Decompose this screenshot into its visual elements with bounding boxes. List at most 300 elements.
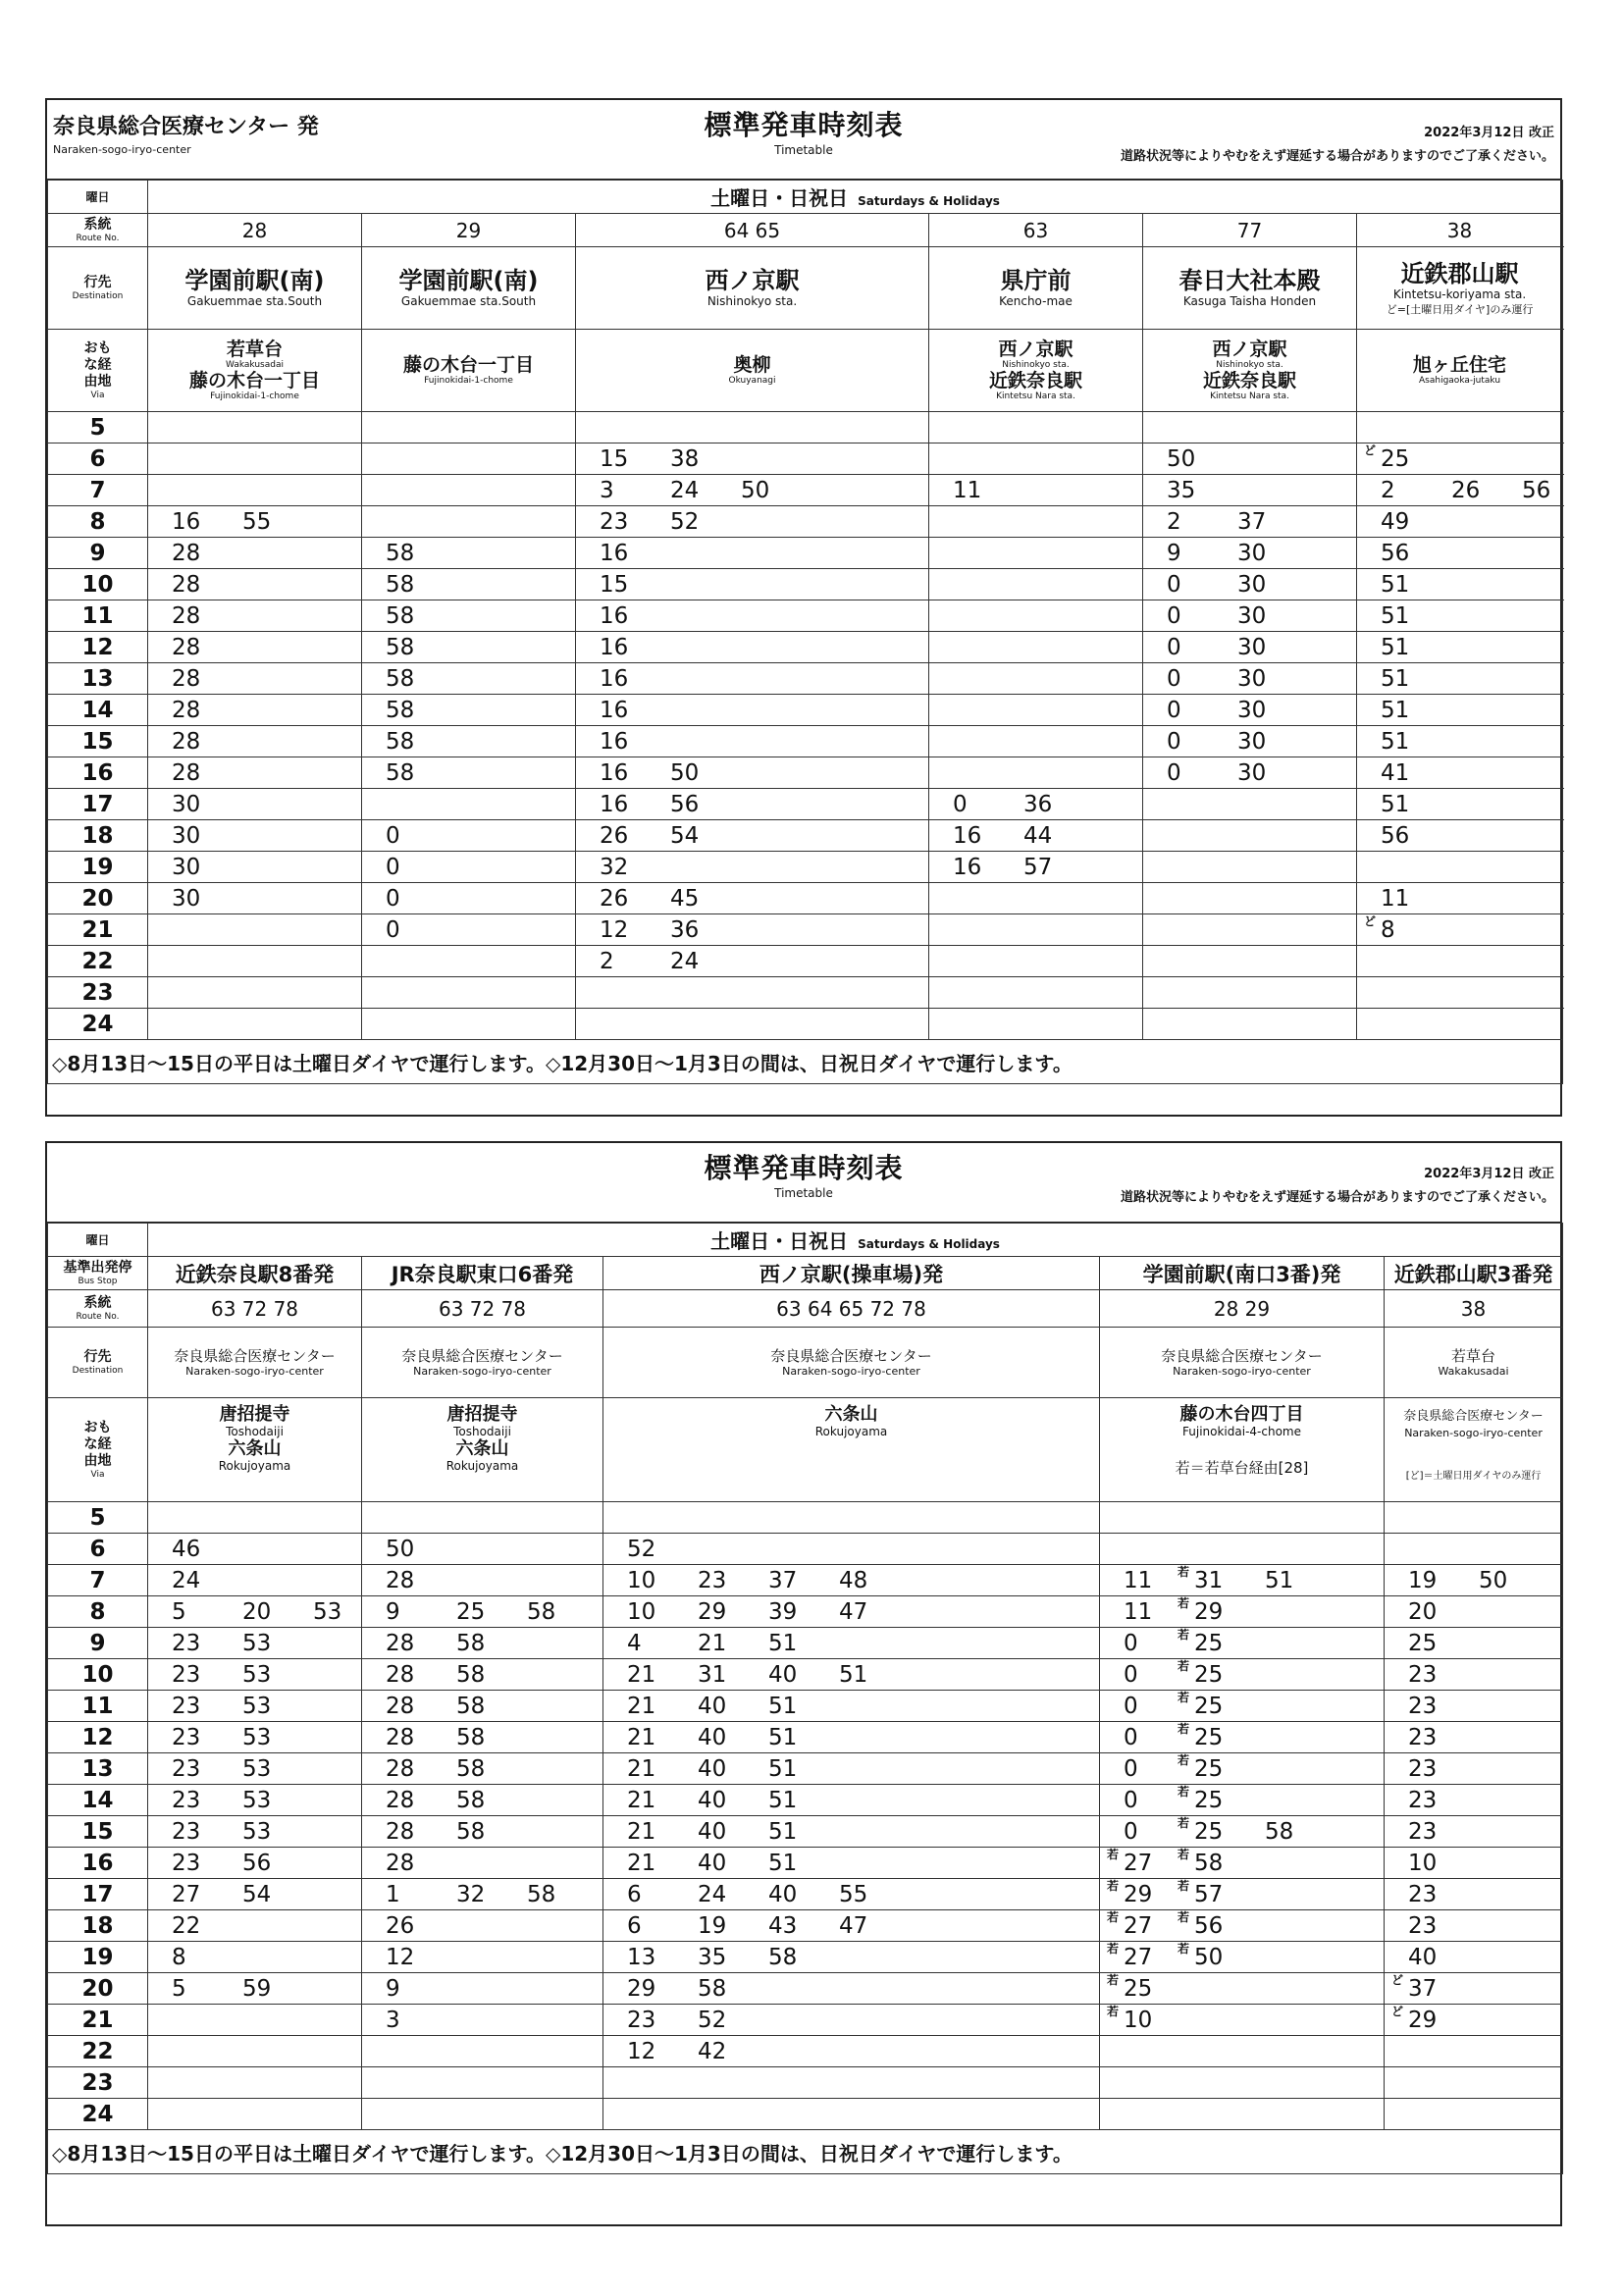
hour-cell: 20 <box>48 1973 148 2005</box>
timetable-grid <box>47 1223 1563 2174</box>
departure-cell <box>1385 1691 1563 1722</box>
hour-cell: 24 <box>48 1009 148 1040</box>
minute-value: 31 <box>1194 1567 1224 1593</box>
footer-note: ◇8月13日～15日の平日は土曜日ダイヤで運行します。◇12月30日～1月3日の間は、日祝日ダイヤで運行します。 <box>48 2130 1563 2174</box>
hour-cell: 17 <box>48 789 148 820</box>
via-stop-name: 近鉄奈良駅 <box>1202 369 1296 391</box>
departure-cell <box>1143 852 1357 883</box>
departure-minute: 28 <box>172 540 201 566</box>
destination-name: 学園前駅(南) <box>184 267 325 294</box>
via-stop-name: 藤の木台一丁目 <box>402 353 534 376</box>
hour-cell: 21 <box>48 914 148 946</box>
departure-minute: 30 <box>172 854 201 880</box>
departure-minute: 51 <box>768 1850 798 1876</box>
departure-minute: 58 <box>386 634 415 660</box>
departure-minute: 35 <box>1167 477 1196 503</box>
service-mark: 若 <box>1178 1690 1190 1704</box>
departure-minute: 23 <box>1408 1787 1438 1813</box>
destination-name-en: Naraken-sogo-iryo-center <box>782 1365 920 1378</box>
destination-label-en: Destination <box>72 290 124 301</box>
departure-cell <box>148 1009 362 1040</box>
via-stop-name: 若草台 <box>226 338 283 360</box>
departure-minute: 0 <box>1124 1661 1138 1688</box>
route-label <box>48 214 148 247</box>
day-type <box>148 1224 1563 1257</box>
minute-value: 27 <box>1124 1944 1153 1970</box>
departure-minute: 47 <box>839 1598 868 1625</box>
hour-cell: 17 <box>48 1879 148 1910</box>
delay-notice: 道路状況等によりやむをえず遅延する場合がありますのでご了承ください。 <box>1120 149 1554 164</box>
departure-minute: 8 <box>172 1944 186 1970</box>
departure-minute: 41 <box>1381 759 1410 786</box>
departure-cell <box>148 1973 362 2005</box>
departure-cell <box>148 1910 362 1942</box>
departure-cell <box>362 1596 603 1628</box>
departure-minute: 28 <box>386 1818 415 1845</box>
departure-cell <box>603 1534 1100 1565</box>
departure-minute: 20 <box>1408 1598 1438 1625</box>
departure-cell <box>1357 475 1563 506</box>
service-mark: 若 <box>1178 1784 1190 1799</box>
destination-name: 近鉄郡山駅 <box>1400 259 1519 287</box>
departure-minute: 28 <box>386 1567 415 1593</box>
departure-cell <box>1143 475 1357 506</box>
departure-cell <box>148 412 362 444</box>
departure-minute: 28 <box>172 665 201 692</box>
route-number: 63 64 65 72 78 <box>603 1290 1100 1328</box>
destination-name-en: Kencho-mae <box>999 294 1073 308</box>
hour-cell: 13 <box>48 1753 148 1785</box>
departure-cell <box>1357 663 1563 695</box>
hour-row <box>48 444 1563 475</box>
destination-name-en: Gakuemmae sta.South <box>186 294 323 308</box>
via-stop-name-en: Fujinokidai-1-chome <box>210 391 299 401</box>
via-stops <box>576 330 929 412</box>
via-stop-name: 藤の木台一丁目 <box>188 369 320 391</box>
minute-value: 25 <box>1194 1787 1224 1813</box>
departure-cell <box>1143 632 1357 663</box>
departure-cell <box>603 1848 1100 1879</box>
departure-minute: 58 <box>527 1598 556 1625</box>
departure-minute: 0 <box>386 885 400 912</box>
via-stop-name: 奈良県総合医療センター <box>1403 1409 1544 1424</box>
departure-minute: 58 <box>386 697 415 723</box>
hour-cell: 8 <box>48 506 148 538</box>
service-mark: 若 <box>1178 1815 1190 1830</box>
destination <box>362 1328 603 1398</box>
timetable-grid <box>47 180 1563 1084</box>
departure-cell <box>1385 2099 1563 2130</box>
hour-cell: 18 <box>48 1910 148 1942</box>
departure-cell <box>362 1753 603 1785</box>
hour-row <box>48 1816 1563 1848</box>
departure-cell <box>362 914 576 946</box>
hour-row <box>48 1910 1563 1942</box>
departure-minute: 40 <box>698 1693 727 1719</box>
departure-minute <box>1178 1878 1265 1907</box>
departure-minute: 28 <box>172 634 201 660</box>
hour-cell: 7 <box>48 475 148 506</box>
hour-cell: 13 <box>48 663 148 695</box>
via-stop-name: 唐招提寺 <box>219 1404 290 1425</box>
minute-value: 25 <box>1194 1818 1224 1845</box>
departure-minute: 36 <box>1023 791 1053 817</box>
hour-cell: 22 <box>48 946 148 977</box>
via-stop-name: 西ノ京駅 <box>1212 338 1287 360</box>
departure-cell <box>1357 444 1563 475</box>
departure-cell <box>148 820 362 852</box>
departure-cell <box>148 1565 362 1596</box>
departure-minute: 11 <box>1381 885 1410 912</box>
departure-cell <box>148 1785 362 1816</box>
departure-cell <box>1357 789 1563 820</box>
timetable-title: 標準発車時刻表 <box>704 1152 904 1184</box>
departure-cell <box>362 2036 603 2067</box>
departure-minute: 56 <box>242 1850 272 1876</box>
departure-minute: 39 <box>768 1598 798 1625</box>
via-stop-name: 六条山 <box>455 1438 509 1459</box>
departure-cell <box>603 1753 1100 1785</box>
departure-minute: 58 <box>386 602 415 629</box>
departure-minute: 51 <box>768 1724 798 1750</box>
day-type-en: Saturdays & Holidays <box>858 194 1000 208</box>
departure-cell <box>148 1753 362 1785</box>
via-stop-name-en: Wakakusadai <box>226 359 284 370</box>
hour-row <box>48 412 1563 444</box>
departure-cell <box>1100 1628 1385 1659</box>
departure-minute: 25 <box>1408 1630 1438 1656</box>
departure-cell <box>148 757 362 789</box>
departure-cell <box>148 1659 362 1691</box>
footer-row <box>48 1040 1563 1084</box>
departure-minute: 56 <box>1522 477 1551 503</box>
departure-minute: 52 <box>698 2007 727 2033</box>
via-label-ja: おもな経由地 <box>83 1419 112 1469</box>
destination-name: 奈良県総合医療センター <box>770 1347 932 1365</box>
departure-minute: 26 <box>600 885 629 912</box>
departure-cell <box>148 1848 362 1879</box>
via-note: [ど]＝土曜日用ダイヤのみ運行 <box>1405 1471 1542 1482</box>
via-stop-name-en: Fujinokidai-1-chome <box>424 375 513 386</box>
departure-minute: 53 <box>242 1724 272 1750</box>
departure-cell <box>576 852 929 883</box>
departure-cell <box>1100 2005 1385 2036</box>
hour-cell: 19 <box>48 852 148 883</box>
departure-minute: 23 <box>698 1567 727 1593</box>
departure-minute: 40 <box>768 1661 798 1688</box>
departure-cell <box>1385 1879 1563 1910</box>
timetable-title-en: Timetable <box>774 1186 833 1200</box>
departure-cell <box>1385 1785 1563 1816</box>
departure-cell <box>929 412 1143 444</box>
departure-minute: 16 <box>600 759 629 786</box>
departure-cell <box>362 1879 603 1910</box>
service-mark: 若 <box>1107 1847 1120 1861</box>
departure-minute: 2 <box>1381 477 1395 503</box>
day-label: 曜日 <box>48 1224 148 1257</box>
departure-cell <box>576 506 929 538</box>
departure-minute <box>1107 1972 1194 2002</box>
departure-minute: 40 <box>768 1881 798 1907</box>
minute-value: 37 <box>1408 1975 1438 2002</box>
departure-cell <box>1385 2067 1563 2099</box>
departure-minute: 40 <box>698 1724 727 1750</box>
service-mark: ど <box>1391 2004 1404 2018</box>
minute-value: 58 <box>1194 1850 1224 1876</box>
departure-minute: 21 <box>627 1787 656 1813</box>
departure-minute: 28 <box>386 1755 415 1782</box>
destination-name: 奈良県総合医療センター <box>1161 1347 1323 1365</box>
departure-minute: 53 <box>242 1787 272 1813</box>
departure-cell <box>1143 538 1357 569</box>
departure-minute: 10 <box>627 1567 656 1593</box>
departure-cell <box>1143 663 1357 695</box>
departure-minute: 52 <box>627 1536 656 1562</box>
departure-cell <box>362 695 576 726</box>
departure-cell <box>148 1502 362 1534</box>
departure-cell <box>148 569 362 600</box>
departure-cell <box>1143 600 1357 632</box>
hour-row <box>48 600 1563 632</box>
destination-label <box>48 247 148 330</box>
departure-cell <box>603 2099 1100 2130</box>
departure-minute: 30 <box>1237 728 1267 755</box>
hour-cell: 5 <box>48 1502 148 1534</box>
departure-cell <box>576 569 929 600</box>
route-number: 29 <box>362 214 576 247</box>
departure-cell <box>1385 2036 1563 2067</box>
departure-minute: 28 <box>386 1724 415 1750</box>
route-number: 28 29 <box>1100 1290 1385 1328</box>
departure-cell <box>1100 1722 1385 1753</box>
via-stop-name-en: Kintetsu Nara sta. <box>996 391 1075 401</box>
departure-cell <box>148 883 362 914</box>
hour-cell: 16 <box>48 1848 148 1879</box>
via-stops <box>1100 1398 1385 1502</box>
departure-cell <box>929 600 1143 632</box>
hour-row <box>48 632 1563 663</box>
service-mark: 若 <box>1107 1878 1120 1893</box>
minute-value: 50 <box>1194 1944 1224 1970</box>
departure-minute: 51 <box>768 1755 798 1782</box>
departure-minute: 23 <box>172 1818 201 1845</box>
day-type <box>148 181 1563 214</box>
departure-minute: 5 <box>172 1975 186 2002</box>
departure-minute: 30 <box>1237 602 1267 629</box>
destination <box>1357 247 1563 330</box>
departure-cell <box>148 506 362 538</box>
departure-minute: 38 <box>670 445 700 472</box>
departure-minute: 58 <box>456 1630 486 1656</box>
route-number: 77 <box>1143 214 1357 247</box>
departure-cell <box>576 695 929 726</box>
departure-cell <box>148 695 362 726</box>
departure-minute: 51 <box>1381 571 1410 598</box>
destination <box>929 247 1143 330</box>
destination-label <box>48 1328 148 1398</box>
hour-row <box>48 1785 1563 1816</box>
departure-minute: 15 <box>600 445 629 472</box>
departure-minute: 23 <box>1408 1818 1438 1845</box>
departure-minute: 59 <box>242 1975 272 2002</box>
departure-cell <box>576 412 929 444</box>
departure-minute: 28 <box>386 1693 415 1719</box>
departure-cell <box>1385 1502 1563 1534</box>
departure-minute: 1 <box>386 1881 400 1907</box>
via-stops <box>362 330 576 412</box>
departure-minute: 24 <box>670 477 700 503</box>
departure-cell <box>1100 1942 1385 1973</box>
route-number: 64 65 <box>576 214 929 247</box>
departure-bus-stop: 西ノ京駅(操車場)発 <box>603 1257 1100 1290</box>
departure-minute: 0 <box>386 822 400 849</box>
departure-minute: 23 <box>172 1850 201 1876</box>
departure-cell <box>929 538 1143 569</box>
departure-minute: 19 <box>698 1912 727 1939</box>
departure-cell <box>1357 412 1563 444</box>
via-stops <box>603 1398 1100 1502</box>
departure-minute: 51 <box>768 1787 798 1813</box>
hour-row <box>48 914 1563 946</box>
departure-cell <box>603 1942 1100 1973</box>
hour-row <box>48 1659 1563 1691</box>
via-label-en: Via <box>90 390 105 400</box>
destination-name: 奈良県総合医療センター <box>174 1347 336 1365</box>
departure-cell <box>362 726 576 757</box>
departure-cell <box>929 820 1143 852</box>
departure-minute: 40 <box>698 1787 727 1813</box>
departure-minute: 0 <box>386 916 400 943</box>
departure-minute <box>1178 1627 1265 1656</box>
departure-bus-stop: 近鉄奈良駅8番発 <box>148 1257 362 1290</box>
departure-cell <box>148 977 362 1009</box>
departure-cell <box>576 475 929 506</box>
departure-cell <box>603 1596 1100 1628</box>
hour-cell: 23 <box>48 977 148 1009</box>
hour-row <box>48 852 1563 883</box>
departure-minute: 9 <box>1167 540 1181 566</box>
departure-cell <box>1100 2036 1385 2067</box>
service-mark: 若 <box>1178 1878 1190 1893</box>
departure-cell <box>1357 600 1563 632</box>
departure-minute: 12 <box>600 916 629 943</box>
destination-name-en: Kasuga Taisha Honden <box>1182 294 1317 308</box>
departure-cell <box>1100 1659 1385 1691</box>
departure-cell <box>362 2067 603 2099</box>
departure-minute <box>1178 1595 1265 1625</box>
departure-cell <box>1385 1659 1563 1691</box>
route-label-en: Route No. <box>76 233 120 243</box>
departure-cell <box>929 789 1143 820</box>
via-stop-name-en: Nishinokyo sta. <box>1216 359 1283 370</box>
departure-cell <box>1143 695 1357 726</box>
day-type-en: Saturdays & Holidays <box>858 1237 1000 1251</box>
service-mark: 若 <box>1107 1941 1120 1956</box>
departure-minute: 16 <box>600 540 629 566</box>
departure-minute: 23 <box>172 1787 201 1813</box>
departure-cell <box>1100 1879 1385 1910</box>
departure-minute: 57 <box>1023 854 1053 880</box>
departure-cell <box>1143 726 1357 757</box>
departure-minute: 30 <box>1237 759 1267 786</box>
departure-minute: 24 <box>698 1881 727 1907</box>
departure-minute: 55 <box>839 1881 868 1907</box>
service-mark: 若 <box>1178 1658 1190 1673</box>
departure-cell <box>148 1879 362 1910</box>
destination <box>1100 1328 1385 1398</box>
sheet-header <box>47 1143 1560 1223</box>
departure-cell <box>362 977 576 1009</box>
departure-minute: 30 <box>172 822 201 849</box>
service-mark: 若 <box>1178 1909 1190 1924</box>
departure-cell <box>362 506 576 538</box>
departure-cell <box>929 695 1143 726</box>
hour-cell: 22 <box>48 2036 148 2067</box>
hour-cell: 5 <box>48 412 148 444</box>
departure-minute: 46 <box>172 1536 201 1562</box>
service-mark: 若 <box>1178 1627 1190 1642</box>
via-stop-name-en: Asahigaoka-jutaku <box>1419 375 1501 386</box>
revision-date: 2022年3月12日 改正 <box>1424 126 1554 140</box>
destination-note: ど=[土曜日用ダイヤ]のみ運行 <box>1386 302 1534 316</box>
departure-minute: 16 <box>600 634 629 660</box>
departure-cell <box>603 1691 1100 1722</box>
departure-minute: 50 <box>741 477 770 503</box>
departure-cell <box>929 757 1143 789</box>
hour-row <box>48 695 1563 726</box>
via-label <box>48 1398 148 1502</box>
hour-row <box>48 789 1563 820</box>
hour-cell: 18 <box>48 820 148 852</box>
departure-minute: 51 <box>1265 1567 1294 1593</box>
departure-minute: 23 <box>627 2007 656 2033</box>
departure-minute: 53 <box>242 1630 272 1656</box>
departure-cell <box>1357 569 1563 600</box>
departure-minute: 23 <box>1408 1693 1438 1719</box>
departure-cell <box>148 1534 362 1565</box>
departure-cell <box>1100 1848 1385 1879</box>
via-stop-name-en: Nishinokyo sta. <box>1002 359 1070 370</box>
footer-row <box>48 2130 1563 2174</box>
hour-cell: 14 <box>48 695 148 726</box>
origin-title: 奈良県総合医療センター 発 <box>53 115 319 139</box>
departure-minute: 25 <box>456 1598 486 1625</box>
departure-minute: 16 <box>600 697 629 723</box>
departure-cell <box>1100 1753 1385 1785</box>
departure-minute: 12 <box>627 2038 656 2064</box>
hour-row <box>48 1848 1563 1879</box>
departure-minute: 16 <box>953 822 982 849</box>
departure-minute: 19 <box>1408 1567 1438 1593</box>
departure-minute: 0 <box>1167 571 1181 598</box>
departure-minute: 36 <box>670 916 700 943</box>
hour-cell: 15 <box>48 726 148 757</box>
departure-minute: 32 <box>456 1881 486 1907</box>
departure-minute: 40 <box>1408 1944 1438 1970</box>
departure-cell <box>1143 412 1357 444</box>
departure-cell <box>929 914 1143 946</box>
departure-minute: 12 <box>386 1944 415 1970</box>
departure-cell <box>1357 695 1563 726</box>
via-stops <box>148 330 362 412</box>
departure-cell <box>362 1659 603 1691</box>
destination-name: 春日大社本殿 <box>1178 267 1321 294</box>
departure-cell <box>362 852 576 883</box>
departure-cell <box>1143 444 1357 475</box>
departure-cell <box>576 946 929 977</box>
minute-value: 57 <box>1194 1881 1224 1907</box>
departure-minute: 30 <box>1237 697 1267 723</box>
